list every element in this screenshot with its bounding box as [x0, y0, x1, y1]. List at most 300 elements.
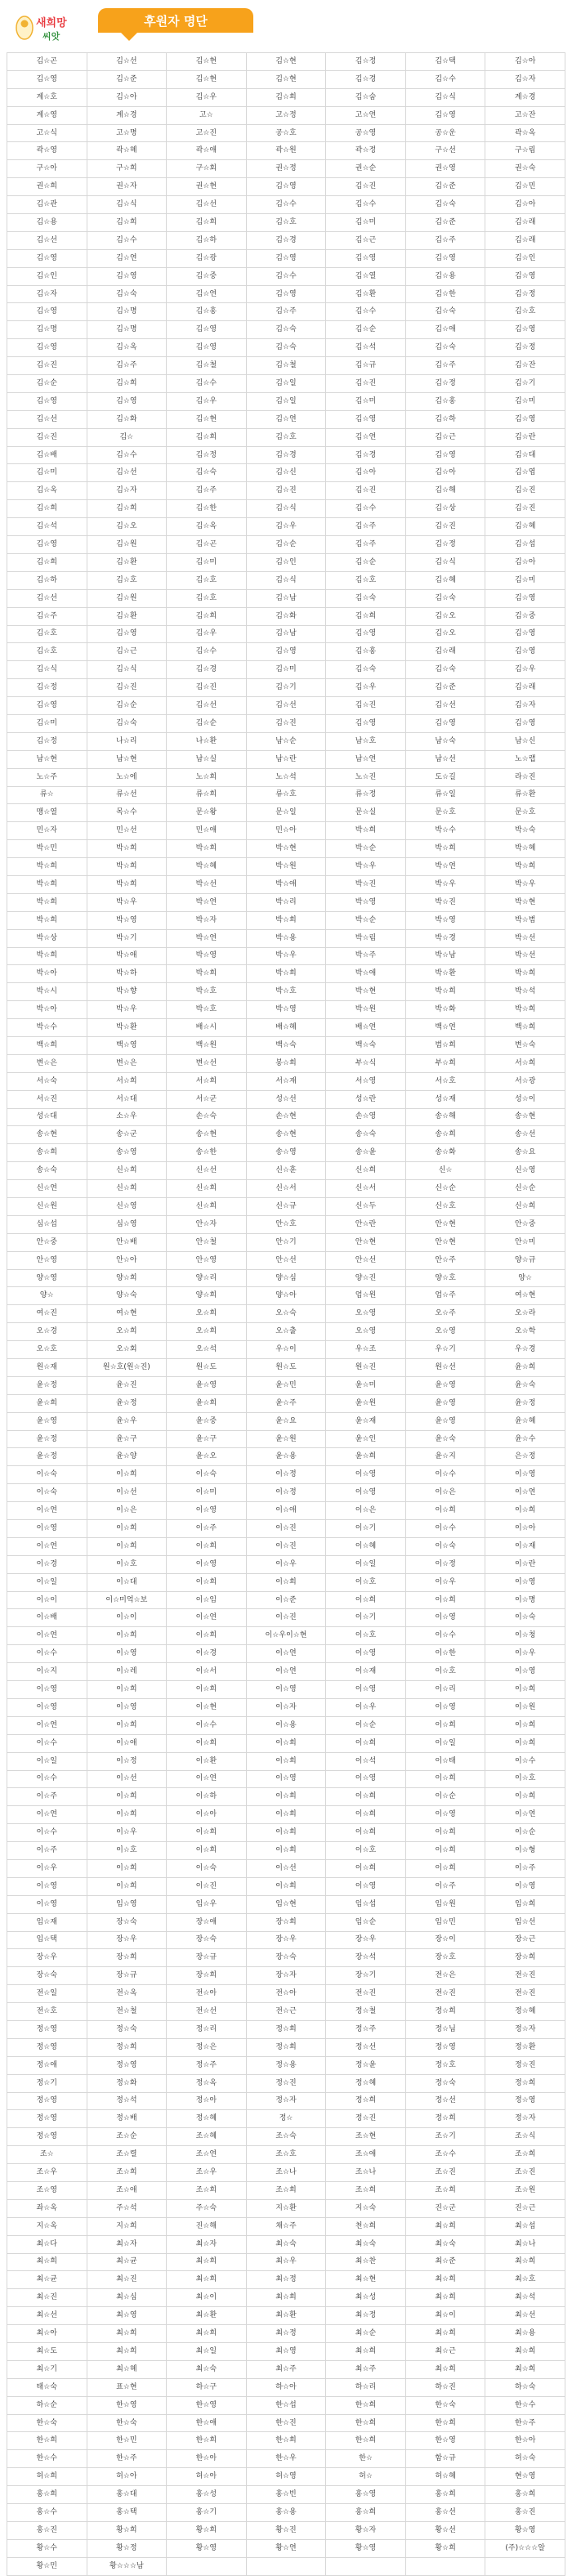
table-row [7, 1376, 565, 1394]
donor-name-cell: 성☆선 [246, 1090, 326, 1108]
donor-name-cell: 박☆석 [485, 983, 565, 1001]
donor-name-cell: 오☆학 [485, 1323, 565, 1341]
donor-name-cell: 김☆희 [167, 607, 247, 625]
donor-name-cell: 박☆선 [485, 929, 565, 947]
donor-name-cell: 이☆영 [485, 1573, 565, 1591]
donor-name-cell: 하☆순 [7, 2396, 87, 2414]
donor-name-cell: 지☆옥 [7, 2217, 87, 2235]
table-row [7, 2003, 565, 2021]
donor-name-cell: 하☆리 [326, 2378, 406, 2396]
donor-name-cell: 정☆자 [485, 2110, 565, 2128]
donor-name-cell: 이☆수 [405, 1466, 485, 1484]
donor-name-cell: 장☆기 [326, 1967, 406, 1985]
donor-name-cell: 이☆영 [485, 1466, 565, 1484]
table-row [7, 1341, 565, 1359]
donor-name-cell: 홍☆성 [167, 2486, 247, 2504]
donor-name-cell: 이☆자 [246, 1698, 326, 1716]
donor-name-cell: 김☆호 [7, 643, 87, 661]
donor-name-cell: 김☆영 [7, 536, 87, 554]
donor-name-cell: 곽☆정 [326, 142, 406, 160]
donor-name-cell: 이☆희 [246, 1824, 326, 1842]
donor-name-cell: 권☆희 [7, 178, 87, 196]
donor-name-cell: 김☆진 [326, 482, 406, 500]
donor-name-cell: 최☆선 [485, 2307, 565, 2325]
donor-name-cell: 정☆선 [405, 2092, 485, 2110]
donor-name-cell: 김☆호 [87, 571, 167, 589]
donor-name-cell: 서☆희 [167, 1072, 247, 1090]
donor-name-cell: 김☆우 [246, 518, 326, 536]
donor-name-cell: 이☆희 [405, 1859, 485, 1877]
donor-name-cell: 김☆자 [485, 70, 565, 88]
donor-name-cell: 윤☆수 [485, 1430, 565, 1448]
donor-name-cell: 최☆희 [405, 2360, 485, 2378]
donor-name-cell: 김☆환 [87, 607, 167, 625]
donor-name-cell: 김☆경 [246, 446, 326, 464]
donor-name-cell: 이☆주 [405, 1877, 485, 1895]
donor-name-cell: 김☆배 [7, 446, 87, 464]
donor-name-cell: 신☆연 [7, 1180, 87, 1198]
table-row [7, 1824, 565, 1842]
table-row [7, 2199, 565, 2217]
donor-name-cell [167, 2557, 247, 2575]
svg-text:씨앗: 씨앗 [42, 31, 60, 42]
donor-name-cell: 안☆현 [405, 1233, 485, 1251]
donor-name-cell: 노☆주 [7, 768, 87, 786]
donor-name-cell: 이☆숙 [405, 1537, 485, 1555]
table-row [7, 2432, 565, 2450]
donor-name-cell: 김☆영 [167, 339, 247, 357]
table-row [7, 1394, 565, 1412]
donor-name-cell: 여☆현 [87, 1305, 167, 1323]
donor-name-cell: 김☆수 [246, 267, 326, 285]
donor-name-cell: 정☆희 [405, 2003, 485, 2021]
donor-name-cell: 김☆수 [167, 375, 247, 393]
donor-name-cell: 박☆진 [326, 875, 406, 893]
donor-name-cell: 김☆숨 [326, 88, 406, 106]
donor-name-cell: 조☆희 [485, 2146, 565, 2164]
donor-name-cell: 김☆우 [167, 625, 247, 643]
donor-name-cell: 성☆대 [7, 1108, 87, 1126]
donor-name-cell: 최☆희 [405, 2271, 485, 2289]
donor-name-cell: 박☆주 [326, 947, 406, 965]
donor-name-cell: 한☆희 [326, 2432, 406, 2450]
donor-name-cell: 황☆진 [246, 2521, 326, 2539]
donor-name-cell: 남☆현 [7, 750, 87, 768]
table-row [7, 70, 565, 88]
donor-name-cell: 양☆ [485, 1269, 565, 1287]
donor-name-cell: 신☆희 [485, 1198, 565, 1216]
donor-name-cell: 김☆영 [405, 249, 485, 267]
donor-name-cell: 김☆정 [7, 732, 87, 750]
donor-name-cell: 안☆자 [167, 1215, 247, 1233]
donor-name-cell: 최☆이 [167, 2289, 247, 2307]
donor-name-cell: 박☆영 [246, 1001, 326, 1019]
donor-name-cell: 이☆숙 [7, 1466, 87, 1484]
donor-name-cell: 박☆경 [405, 929, 485, 947]
donor-name-cell: 안☆선 [246, 1251, 326, 1269]
table-row [7, 1985, 565, 2003]
donor-name-cell: 박☆희 [485, 1001, 565, 1019]
donor-name-cell: 김☆미 [7, 714, 87, 732]
donor-name-cell: 김☆옥 [7, 482, 87, 500]
donor-name-cell: 원☆도 [246, 1359, 326, 1377]
donor-name-cell: 김☆선 [167, 697, 247, 715]
donor-name-cell: 이☆희 [326, 1824, 406, 1842]
donor-name-cell: 김☆영 [485, 321, 565, 339]
donor-name-cell: 오☆희 [87, 1323, 167, 1341]
donor-name-cell: 김☆오 [405, 607, 485, 625]
donor-name-cell: 홍☆희 [405, 2486, 485, 2504]
table-row [7, 1716, 565, 1734]
donor-name-cell: 정☆주 [167, 2056, 247, 2074]
donor-name-cell: 남☆호 [326, 732, 406, 750]
donor-name-cell: 이☆호 [326, 1573, 406, 1591]
donor-name-cell: 김☆미 [326, 392, 406, 410]
table-row [7, 2450, 565, 2468]
donor-name-cell: 채☆주 [246, 2217, 326, 2235]
donor-name-cell: 최☆준 [405, 2253, 485, 2271]
donor-name-cell: 하☆진 [405, 2378, 485, 2396]
donor-name-cell: 박☆기 [87, 929, 167, 947]
donor-name-cell: 김☆화 [246, 607, 326, 625]
donor-name-cell: 김☆경 [326, 446, 406, 464]
donor-name-cell: 장☆희 [485, 1949, 565, 1967]
donor-name-cell: 김☆영 [7, 70, 87, 88]
donor-name-cell: 김☆선 [246, 697, 326, 715]
donor-name-cell: 김☆현 [167, 70, 247, 88]
donor-name-cell: 양☆영 [7, 1269, 87, 1287]
donor-name-cell: 박☆희 [87, 840, 167, 858]
donor-name-cell: 이☆연 [167, 1770, 247, 1788]
donor-name-cell: 송☆한 [167, 1144, 247, 1162]
table-row [7, 1269, 565, 1287]
donor-name-cell: 최☆석 [485, 2289, 565, 2307]
donor-name-cell: 김☆수 [326, 196, 406, 214]
table-row [7, 446, 565, 464]
donor-name-cell: 봉☆희 [246, 1054, 326, 1072]
donor-name-cell: 윤☆희 [7, 1394, 87, 1412]
table-row [7, 1537, 565, 1555]
donor-name-cell: 이☆영 [485, 1663, 565, 1681]
donor-name-cell: 홍☆진 [7, 2521, 87, 2539]
donor-name-cell: 장☆희 [246, 1913, 326, 1931]
donor-name-cell: 류☆희 [167, 786, 247, 804]
donor-name-cell: 이☆우 [87, 1824, 167, 1842]
donor-name-cell: 문☆호 [405, 804, 485, 822]
donor-name-cell: 정☆기 [7, 2074, 87, 2092]
donor-name-cell: 김☆주 [7, 607, 87, 625]
donor-name-cell: 이☆영 [326, 1645, 406, 1663]
donor-name-cell: 노☆희 [167, 768, 247, 786]
donor-name-cell: 최☆희 [405, 2289, 485, 2307]
donor-name-cell: 김☆명 [7, 321, 87, 339]
table-row [7, 1448, 565, 1466]
donor-name-cell: 김☆하 [167, 231, 247, 249]
donor-name-cell: 안☆현 [326, 1233, 406, 1251]
donor-name-cell: 김☆숙 [87, 285, 167, 303]
table-row [7, 267, 565, 285]
donor-name-cell: 이☆영 [326, 1466, 406, 1484]
donor-name-cell: 계☆호 [7, 88, 87, 106]
table-row [7, 1967, 565, 1985]
donor-name-cell: 이☆미억☆보 [87, 1591, 167, 1609]
donor-name-cell: 정☆숙 [405, 2074, 485, 2092]
donor-name-cell: 김☆숙 [246, 339, 326, 357]
donor-name-cell: 오☆영 [326, 1323, 406, 1341]
donor-name-cell: 김☆우 [167, 88, 247, 106]
donor-name-cell: 전☆근 [246, 2003, 326, 2021]
table-row [7, 2110, 565, 2128]
donor-name-cell: 이☆리 [405, 1681, 485, 1699]
donor-name-cell: 최☆희 [167, 2253, 247, 2271]
donor-name-cell: 윤☆정 [7, 1376, 87, 1394]
donor-name-cell: 신☆원 [7, 1198, 87, 1216]
donor-name-cell: 김☆영 [7, 392, 87, 410]
donor-name-cell: 윤☆희 [326, 1448, 406, 1466]
donor-name-cell: 조☆렬 [87, 2146, 167, 2164]
donor-name-cell: 조☆희 [167, 2181, 247, 2199]
donor-name-cell: 김☆용 [7, 214, 87, 232]
donor-name-cell: 이☆선 [87, 1484, 167, 1502]
donor-name-cell: 박☆희 [87, 875, 167, 893]
donor-name-cell: 송☆숙 [326, 1126, 406, 1144]
donor-name-cell: 이☆주 [7, 1788, 87, 1806]
donor-name-cell: 송☆희 [405, 1126, 485, 1144]
donor-name-cell: 장☆희 [87, 1949, 167, 1967]
donor-name-cell: 장☆숙 [7, 1967, 87, 1985]
donor-name-cell: 이☆원 [485, 1698, 565, 1716]
donor-name-cell: 이☆환 [167, 1752, 247, 1770]
table-row [7, 464, 565, 482]
donor-name-cell: 김☆관 [7, 196, 87, 214]
donor-name-cell: 김☆순 [87, 697, 167, 715]
donor-name-cell: 김☆희 [87, 500, 167, 518]
donor-name-cell: 김☆석 [7, 518, 87, 536]
donor-name-cell: 박☆희 [246, 965, 326, 983]
donor-name-cell: 이☆호 [326, 1842, 406, 1860]
donor-name-cell: 김☆기 [246, 679, 326, 697]
donor-name-cell: 정☆호 [405, 2056, 485, 2074]
donor-name-cell: 이☆준 [246, 1591, 326, 1609]
donor-name-cell: 황☆영 [167, 2539, 247, 2557]
donor-name-cell: 안☆선 [326, 1251, 406, 1269]
donor-name-cell: 곽☆원 [246, 142, 326, 160]
donor-name-cell: 장☆숙 [246, 1949, 326, 1967]
donor-name-cell: 이☆일 [405, 1734, 485, 1752]
donor-name-cell: 백☆숙 [326, 1036, 406, 1054]
donor-name-cell: 박☆애 [246, 875, 326, 893]
donor-name-cell: 손☆영 [326, 1108, 406, 1126]
donor-name-cell: 김☆아 [485, 53, 565, 71]
donor-name-cell: 허☆희 [7, 2468, 87, 2486]
table-row [7, 750, 565, 768]
donor-name-cell: 양☆아 [246, 1287, 326, 1305]
donor-name-cell: 전☆선 [167, 2003, 247, 2021]
donor-name-cell: 이☆배 [7, 1609, 87, 1627]
donor-name-cell: 윤☆진 [87, 1376, 167, 1394]
donor-name-cell: 한☆희 [405, 2414, 485, 2432]
donor-name-cell: 구☆아 [7, 160, 87, 178]
donor-name-cell: 김☆래 [485, 679, 565, 697]
donor-name-cell: 신☆두 [326, 1198, 406, 1216]
donor-name-cell: 김☆열 [326, 267, 406, 285]
donor-name-cell: 최☆혜 [87, 2360, 167, 2378]
donor-name-cell: 권☆영 [405, 160, 485, 178]
donor-name-cell: 신☆희 [326, 1162, 406, 1180]
donor-name-cell: 김☆영 [405, 446, 485, 464]
donor-name-cell: 안☆아 [87, 1251, 167, 1269]
donor-name-cell: 최☆희 [405, 2325, 485, 2343]
donor-name-cell: 이☆서 [167, 1663, 247, 1681]
donor-name-cell: 태☆숙 [7, 2378, 87, 2396]
donor-name-cell: 송☆영 [246, 1144, 326, 1162]
donor-name-cell [326, 2557, 406, 2575]
donor-name-cell: 주☆숙 [167, 2199, 247, 2217]
donor-name-cell: 박☆희 [405, 840, 485, 858]
table-row [7, 518, 565, 536]
donor-name-cell: 김☆식 [7, 661, 87, 679]
donor-name-cell: 김☆준 [405, 214, 485, 232]
donor-name-cell: 한☆희 [167, 2432, 247, 2450]
donor-name-cell: 박☆현 [485, 893, 565, 911]
donor-name-cell: 김☆영 [326, 625, 406, 643]
donor-name-cell: 김☆화 [87, 410, 167, 428]
donor-name-cell: 이☆희 [167, 1537, 247, 1555]
donor-name-cell: 이☆영 [167, 1502, 247, 1520]
donor-name-cell: 김☆근 [405, 428, 485, 446]
donor-name-cell: 최☆희 [405, 2217, 485, 2235]
donor-name-cell: 이☆임 [167, 1591, 247, 1609]
donor-name-cell: 원☆진 [326, 1359, 406, 1377]
donor-name-cell: 윤☆인 [326, 1430, 406, 1448]
donor-name-cell: 김☆한 [167, 500, 247, 518]
donor-name-cell: 이☆재 [326, 1663, 406, 1681]
donor-name-cell: 김☆주 [405, 357, 485, 375]
donor-name-cell: 김☆옥 [167, 518, 247, 536]
donor-name-cell: 조☆수 [405, 2146, 485, 2164]
donor-name-cell: 박☆희 [485, 858, 565, 876]
donor-name-cell: 조☆순 [87, 2128, 167, 2146]
donor-name-cell: 손☆숙 [167, 1108, 247, 1126]
donor-name-cell: 김☆숙 [326, 661, 406, 679]
donor-name-cell: 박☆현 [246, 840, 326, 858]
donor-name-cell: 최☆자 [87, 2235, 167, 2253]
donor-name-cell: 박☆화 [405, 1001, 485, 1019]
donor-name-cell: 류☆정 [326, 786, 406, 804]
donor-name-cell: 이☆진 [167, 1877, 247, 1895]
donor-name-cell: 최☆영 [246, 2343, 326, 2361]
logo-icon [8, 8, 90, 47]
donor-name-cell: 김☆숙 [167, 464, 247, 482]
donor-name-cell: 정☆희 [485, 2074, 565, 2092]
donor-name-cell: 김☆준 [87, 70, 167, 88]
donor-name-cell: 박☆애 [326, 965, 406, 983]
donor-name-cell: 조☆희 [87, 2164, 167, 2182]
donor-name-cell: 홍☆수 [7, 2504, 87, 2522]
donor-name-cell: 박☆희 [7, 947, 87, 965]
donor-name-cell: 김☆영 [7, 303, 87, 321]
donor-name-cell: 한☆영 [405, 2432, 485, 2450]
donor-name-cell: 오☆호 [7, 1341, 87, 1359]
table-row [7, 375, 565, 393]
donor-name-cell: 김☆원 [87, 589, 167, 607]
donor-name-cell: 김☆수 [87, 446, 167, 464]
donor-name-cell: 김☆혜 [405, 571, 485, 589]
donor-name-cell: 천☆희 [326, 2217, 406, 2235]
donor-name-cell: 이☆연 [167, 1609, 247, 1627]
donor-name-cell: 이☆태 [405, 1752, 485, 1770]
donor-name-cell: 최☆희 [485, 2360, 565, 2378]
donor-name-cell: 박☆수 [7, 1019, 87, 1037]
table-row [7, 2146, 565, 2164]
donor-name-cell: 조☆희 [326, 2181, 406, 2199]
donor-name-cell: 남☆숙 [405, 732, 485, 750]
table-row [7, 536, 565, 554]
table-row [7, 822, 565, 840]
donor-name-cell: 하☆숙 [485, 2378, 565, 2396]
donor-name-cell: 이☆정 [246, 1466, 326, 1484]
donor-name-cell: 이☆연 [246, 1645, 326, 1663]
donor-name-cell: 김☆식 [405, 553, 485, 571]
table-row [7, 1484, 565, 1502]
donor-name-cell: 박☆우 [326, 858, 406, 876]
donor-name-cell: 김☆현 [246, 53, 326, 71]
donor-name-cell: 김☆선 [7, 231, 87, 249]
donor-name-cell: 이☆현 [167, 1698, 247, 1716]
donor-name-cell: 김☆순 [246, 536, 326, 554]
donor-name-cell: 현☆영 [485, 2468, 565, 2486]
donor-name-cell [485, 2557, 565, 2575]
donor-name-cell: 안☆호 [246, 1215, 326, 1233]
donor-name-cell: 구☆회 [167, 160, 247, 178]
donor-name-cell: 황☆정 [87, 2539, 167, 2557]
donor-name-cell: 변☆숙 [485, 1036, 565, 1054]
donor-name-cell: 박☆환 [87, 1019, 167, 1037]
table-row [7, 1305, 565, 1323]
donor-name-cell: 이☆영 [405, 1698, 485, 1716]
donor-name-cell: 홍☆선 [405, 2504, 485, 2522]
donor-name-cell: 은☆정 [485, 1448, 565, 1466]
donor-name-cell: 이☆희 [326, 1859, 406, 1877]
donor-name-cell: 박☆희 [485, 965, 565, 983]
donor-name-cell: 서☆호 [405, 1072, 485, 1090]
donor-name-cell: 김☆희 [87, 375, 167, 393]
donor-name-cell: 이☆희 [326, 1734, 406, 1752]
donor-name-cell: 김☆정 [485, 339, 565, 357]
donor-name-cell: 김☆주 [246, 303, 326, 321]
donor-name-cell: 김☆식 [87, 196, 167, 214]
donor-name-cell: 이☆아 [485, 1520, 565, 1538]
table-row [7, 2343, 565, 2361]
table-row [7, 1770, 565, 1788]
donor-name-cell: 김☆영 [167, 321, 247, 339]
donor-name-cell: 남☆순 [246, 732, 326, 750]
donor-name-cell: 양☆리 [167, 1269, 247, 1287]
donor-name-cell: 송☆희 [7, 1144, 87, 1162]
donor-name-cell: 김☆영 [405, 714, 485, 732]
donor-name-cell: 이☆기 [326, 1520, 406, 1538]
donor-name-cell: 이☆희 [167, 1681, 247, 1699]
donor-name-cell: 박☆환 [405, 965, 485, 983]
donor-name-cell: 김☆자 [87, 482, 167, 500]
donor-name-cell: 이☆영 [326, 1484, 406, 1502]
donor-name-cell: 안☆철 [167, 1233, 247, 1251]
donor-name-cell: 공☆호 [246, 124, 326, 142]
donor-name-cell: 김☆중 [167, 267, 247, 285]
donor-name-cell: 서☆영 [326, 1072, 406, 1090]
table-row [7, 482, 565, 500]
donor-name-cell: 윤☆정 [485, 1394, 565, 1412]
